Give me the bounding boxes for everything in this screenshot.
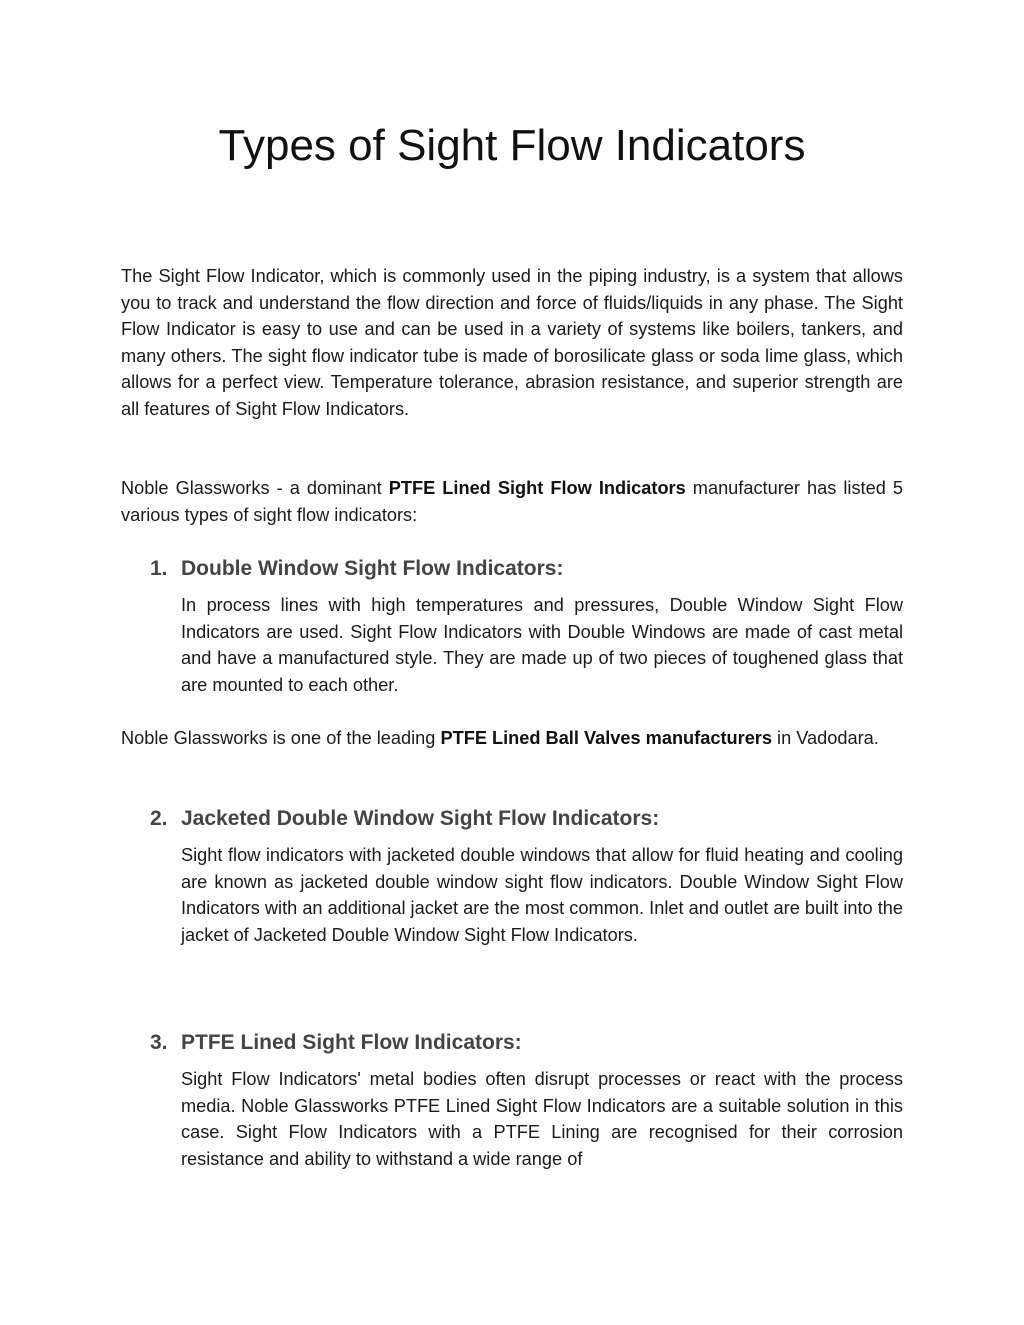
- item-number-2: 2.: [150, 807, 168, 830]
- item-body-3: Sight Flow Indicators' metal bodies often disrupt processes or react with the process media. Noble Glassworks PTFE Lined Sight Flow Indicators are a suitable solution in this case. Sight Flow Indicators with a PTFE Lining are recognised for their corrosion resistance and ability to withstand a wide range of: [181, 1069, 903, 1169]
- item-body-2: Sight flow indicators with jacketed double windows that allow for fluid heating and cooling are known as jacketed double window sight flow indicators. Double Window Sight Flow Indicators with an additional jacket are the most common. Inlet and outlet are built into the jacket of Jacketed Double Window Sight Flow Indicators.: [181, 845, 903, 945]
- item-title-2: Jacketed Double Window Sight Flow Indicators:: [181, 807, 660, 830]
- ball-valves-text-after: in Vadodara.: [772, 728, 879, 748]
- intro-paragraph: The Sight Flow Indicator, which is commonly used in the piping industry, is a system that allows you to track and understand the flow direction and force of fluids/liquids in any phase. The Sight Flow Indicator is easy to use and can be used in a variety of systems like boilers, tankers, and many others. The sight flow indicator tube is made of borosilicate glass or soda lime glass, which allows for a perfect view. Temperature tolerance, abrasion resistance, and superior strength are all features of Sight Flow Indicators.: [121, 266, 903, 419]
- item-heading-3: [150, 1029, 910, 1057]
- item-title-1: Double Window Sight Flow Indicators:: [181, 557, 564, 580]
- page-title: Types of Sight Flow Indicators: [218, 121, 806, 170]
- item-body-1: In process lines with high temperatures and pressures, Double Window Sight Flow Indicators are used. Sight Flow Indicators with Double Windows are made of cast metal and have a manufactured style. They are made up of two pieces of toughened glass that are mounted to each other.: [181, 595, 903, 695]
- ball-valves-paragraph: [121, 725, 903, 752]
- item-number-3: 3.: [150, 1031, 168, 1054]
- manufacturer-text-after: manufacturer has listed 5 various types of sight flow indicators:: [121, 478, 904, 525]
- item-title-3: PTFE Lined Sight Flow Indicators:: [181, 1031, 522, 1054]
- ptfe-sight-flow-keyword: PTFE Lined Sight Flow Indicators: [388, 478, 686, 498]
- item-heading-2: [150, 805, 910, 833]
- ball-valves-text-before: Noble Glassworks is one of the leading: [121, 728, 441, 748]
- item-heading-1: [150, 555, 910, 583]
- ptfe-ball-valves-keyword: PTFE Lined Ball Valves manufacturers: [440, 728, 772, 748]
- manufacturer-text-before: Noble Glassworks - a dominant: [121, 478, 389, 498]
- item-number-1: 1.: [150, 557, 168, 580]
- manufacturer-paragraph: [121, 475, 903, 528]
